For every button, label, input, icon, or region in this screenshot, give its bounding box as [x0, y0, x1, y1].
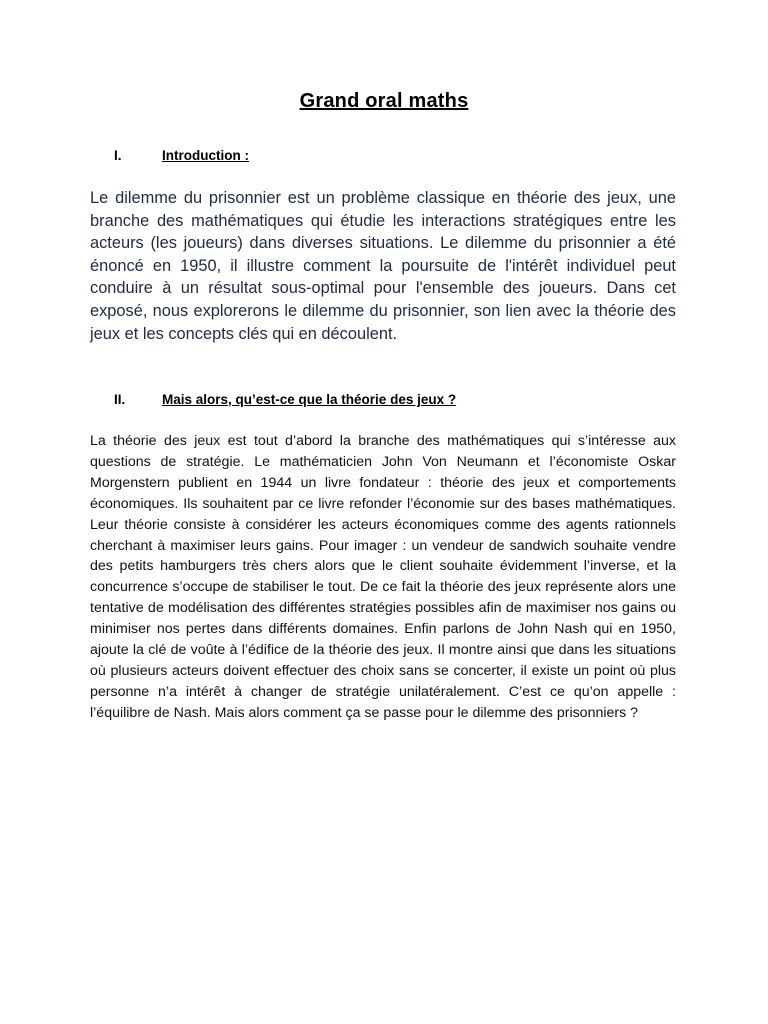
section-heading-label: Mais alors, qu’est-ce que la théorie des jeux ?: [162, 392, 457, 407]
section-heading-label: Introduction :: [162, 148, 249, 163]
section-heading-introduction: [90, 148, 249, 163]
game-theory-paragraph: La théorie des jeux est tout d’abord la branche des mathématiques qui s’intéresse aux questions de stratégie. Le mathématicien John Von Neumann et l’économiste Oskar Morgenstern publient en 1944 un livre fondateur : théorie des jeux et comportements économiques. Ils souhaitent par ce livre refonder l’économie sur des bases mathématiques. Leur théorie consiste à considérer les acteurs économiques comme des agents rationnels cherchant à maximiser leurs gains. Pour imager : un vendeur de sandwich souhaite vendre des petits hamburgers très chers alors que le client souhaite évidemment l’inverse, et la concurrence s’occupe de stabiliser le tout. De ce fait la théorie des jeux représente alors une tentative de modélisation des différentes stratégies possibles afin de maximiser nos gains ou minimiser nos pertes dans différents domaines. Enfin parlons de John Nash qui en 1950, ajoute la clé de voûte à l’édifice de la théorie des jeux. Il montre ainsi que dans les situations où plusieurs acteurs doivent effectuer des choix sans se concerter, il existe un point où plus personne n’a intérêt à changer de stratégie unilatéralement. C’est ce qu’on appelle : l’équilibre de Nash. Mais alors comment ça se passe pour le dilemme des prisonniers ?: [90, 433, 676, 721]
section-number: II.: [114, 392, 126, 407]
introduction-paragraph: Le dilemme du prisonnier est un problème classique en théorie des jeux, une branche des mathématiques qui étudie les interactions stratégiques entre les acteurs (les joueurs) dans diverses situations. Le dilemme du prisonnier a été énoncé en 1950, il illustre comment la poursuite de l'intérêt individuel peut conduire à un résultat sous-optimal pour l'ensemble des joueurs. Dans cet exposé, nous explorerons le dilemme du prisonnier, son lien avec la théorie des jeux et les concepts clés qui en découlent.: [90, 189, 676, 343]
section-number: I.: [114, 148, 122, 163]
page-title: Grand oral maths: [299, 90, 469, 112]
section-heading-game-theory: [90, 392, 456, 407]
